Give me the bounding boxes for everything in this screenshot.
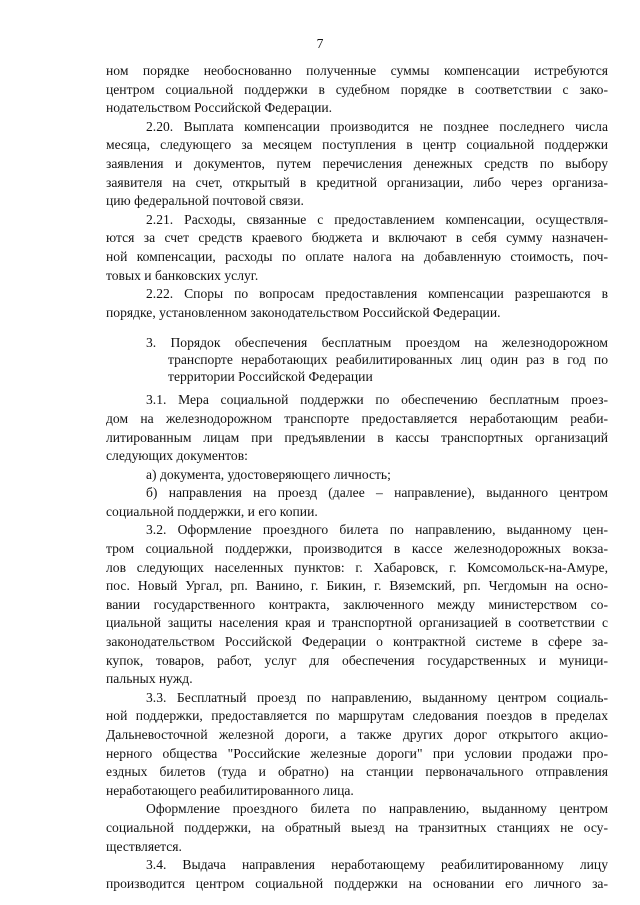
heading-line: территории Российской Федерации: [168, 369, 373, 385]
text-line: циальной защиты населения края и транспортной организацией в соответствии с: [106, 615, 608, 631]
text-line: цию федеральной почтовой связи.: [106, 193, 304, 209]
text-line: товых и банковских услуг.: [106, 267, 259, 283]
text-line: месяца, следующего за месяцем поступления в центр социальной поддержки: [106, 137, 608, 153]
text-line: ездных билетов (туда и обратно) на станции первоначального отправления: [106, 764, 608, 780]
text-line: заявителя на счет, открытый в кредитной организации, либо через организа-: [106, 174, 608, 190]
paragraph-2-22: [106, 285, 608, 322]
spacer: [106, 322, 608, 334]
paragraph-2-20: [106, 118, 608, 211]
document-body: [106, 62, 608, 893]
paragraph-3-3-continued: [106, 800, 608, 856]
text-line: б) направления на проезд (далее – направление), выданного центром: [146, 485, 608, 501]
text-line: пальных нужд.: [106, 671, 193, 687]
text-line: неработающего реабилитированного лица.: [106, 782, 354, 798]
text-line: 3.2. Оформление проездного билета по направлению, выданному цен-: [146, 522, 608, 538]
page-number: 7: [316, 36, 324, 51]
text-line: лов следующих населенных пунктов: г. Хабаровск, г. Комсомольск-на-Амуре,: [106, 559, 608, 575]
text-line: пос. Новый Ургал, рп. Ванино, г. Бикин, г. Вяземский, рп. Чегдомын на осно-: [106, 578, 608, 594]
list-item-b: [106, 484, 608, 521]
text-line: ной компенсации, расходы по оплате налога на добавленную стоимость, поч-: [106, 248, 608, 264]
text-line: ном порядке необоснованно полученные суммы компенсации истребуются: [106, 63, 608, 78]
text-line: Оформление проездного билета по направлению, выданному центром: [146, 801, 608, 817]
text-line: порядке, установленном законодательством Российской Федерации.: [106, 304, 501, 320]
text-line: 2.22. Споры по вопросам предоставления компенсации разрешаются в: [146, 286, 608, 302]
text-line: ются за счет средств краевого бюджета и включают в себя сумму назначен-: [106, 230, 608, 246]
text-line: тром социальной поддержки, производится в кассе железнодорожных вокза-: [106, 541, 608, 557]
paragraph-3-3: [106, 689, 608, 801]
text-line: 2.20. Выплата компенсации производится не позднее последнего числа: [146, 118, 608, 134]
heading-line: 3. Порядок обеспечения бесплатным проездом на железнодорожном: [146, 335, 608, 351]
text-line: 3.1. Мера социальной поддержки по обеспечению бесплатным проез-: [146, 392, 608, 408]
text-line: социальной поддержки, и его копии.: [106, 503, 318, 519]
paragraph-3-1: [106, 391, 608, 465]
text-line: Дальневосточной железной дороги, а также других дорог открытого акцио-: [106, 727, 608, 742]
text-line: 3.4. Выдача направления неработающему реабилитированному лицу: [146, 857, 608, 873]
text-line: 2.21. Расходы, связанные с предоставлением компенсации, осуществля-: [146, 211, 608, 227]
heading-line: транспорте неработающих реабилитированных лиц один раз в год по: [168, 352, 608, 368]
paragraph-2-21: [106, 211, 608, 285]
text-line: 3.3. Бесплатный проезд по направлению, выданному центром социаль-: [146, 689, 608, 705]
text-line: вании государственного контракта, заключенного между министерством со-: [106, 596, 608, 612]
list-item-a: [106, 466, 608, 485]
text-line: законодательством Российской Федерации о контрактной системе в сфере за-: [106, 634, 608, 650]
text-line: ной поддержки, предоставляется по маршрутам следования поездов в пределах: [106, 708, 608, 724]
text-line: нодательством Российской Федерации.: [106, 100, 333, 116]
text-line: купок, товаров, работ, услуг для обеспечения государственных и муници-: [106, 652, 608, 668]
text-line: центром социальной поддержки в судебном порядке в соответствии с зако-: [106, 81, 608, 97]
paragraph-3-4: [106, 856, 608, 893]
text-line: заявления и документов, путем перечисления денежных средств по выбору: [106, 155, 608, 171]
text-line: производится центром социальной поддержки на основании его личного за-: [106, 875, 608, 891]
section-3-heading: [106, 334, 608, 385]
text-line: литированным лицам при предъявлении в кассы транспортных организаций: [106, 429, 608, 445]
text-line: а) документа, удостоверяющего личность;: [146, 466, 391, 482]
text-line: социальной поддержки, на обратный выезд на транзитных станциях не осу-: [106, 819, 608, 835]
text-line: следующих документов:: [106, 448, 248, 464]
text-line: нерного общества "Российские железные дороги" при условии продажи про-: [106, 745, 608, 761]
text-line: дом на железнодорожном транспорте предоставляется неработающим реаби-: [106, 410, 608, 426]
text-line: ществляется.: [106, 838, 182, 854]
paragraph-continuation: [106, 62, 608, 118]
paragraph-3-2: [106, 521, 608, 688]
